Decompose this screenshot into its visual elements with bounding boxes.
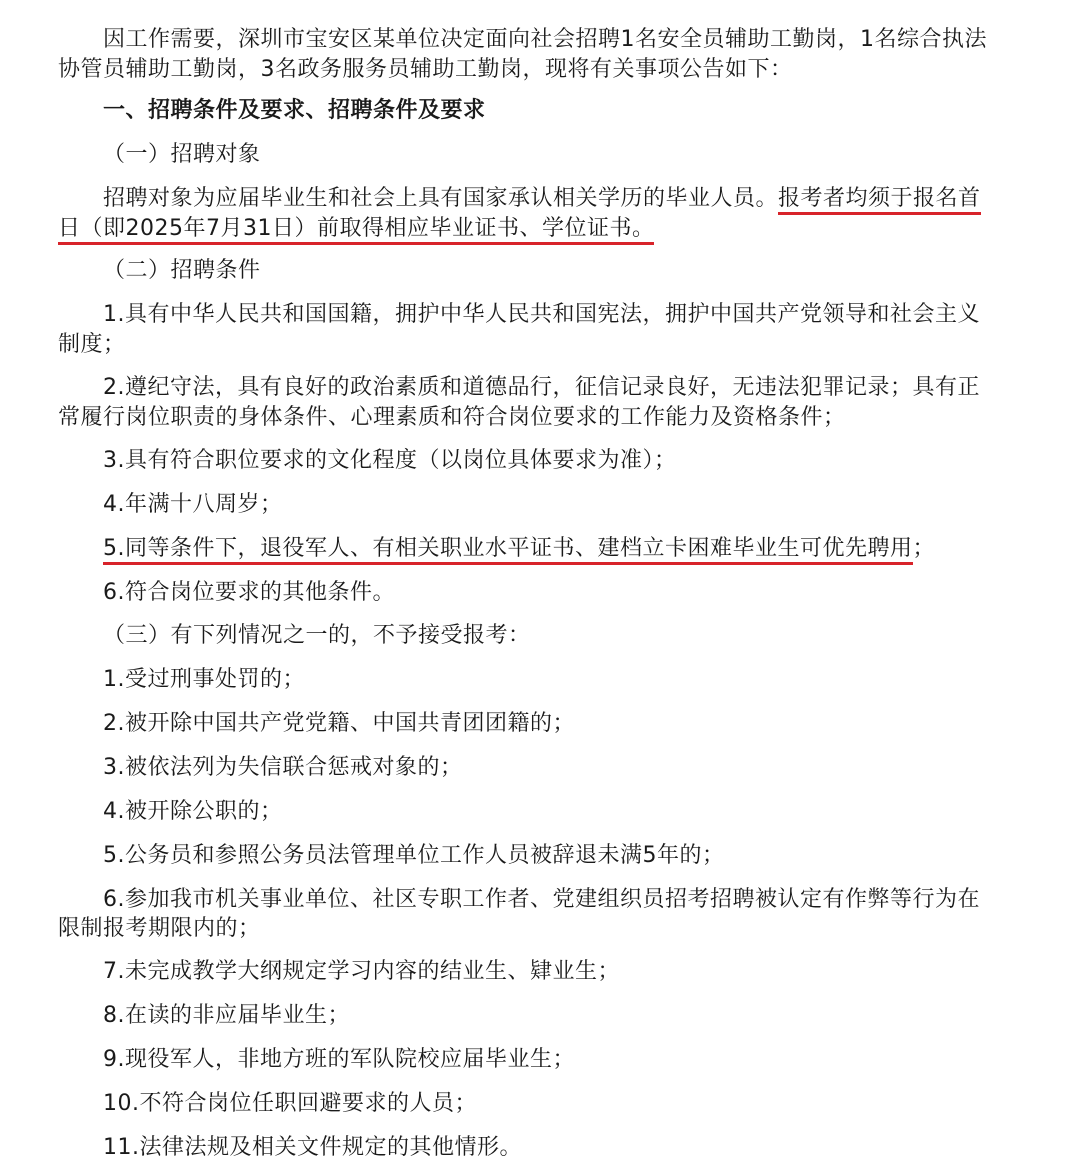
- condition-3: 3.具有符合职位要求的文化程度（以岗位具体要求为准）；: [103, 448, 677, 473]
- targets-text: 招聘对象为应届毕业生和社会上具有国家承认相关学历的毕业人员。: [103, 186, 779, 211]
- exclusion-1: 1.受过刑事处罚的；: [103, 667, 305, 692]
- exclusion-11: 11.法律法规及相关文件规定的其他情形。: [103, 1135, 522, 1160]
- exclusion-2: 2.被开除中国共产党党籍、中国共青团团籍的；: [103, 711, 575, 736]
- highlighted-requirement-part2: 日（即2025年7月31日）前取得相应毕业证书、学位证书。: [58, 216, 654, 245]
- exclusion-6-line2: 限制报考期限内的；: [58, 916, 261, 941]
- exclusion-10: 10.不符合岗位任职回避要求的人员；: [103, 1091, 477, 1116]
- subsection-heading-exclusions: （三）有下列情况之一的，不予接受报考：: [103, 623, 531, 648]
- condition-1-line2: 制度；: [58, 332, 126, 357]
- intro-paragraph-line2: 协管员辅助工勤岗，3名政务服务员辅助工勤岗，现将有关事项公告如下：: [58, 57, 793, 82]
- exclusion-6-line1: 6.参加我市机关事业单位、社区专职工作者、党建组织员招考招聘被认定有作弊等行为在: [103, 887, 980, 912]
- section-heading: 一、招聘条件及要求、招聘条件及要求: [103, 98, 486, 123]
- subsection-heading-conditions: （二）招聘条件: [103, 258, 261, 283]
- exclusion-8: 8.在读的非应届毕业生；: [103, 1003, 350, 1028]
- condition-2-line2: 常履行岗位职责的身体条件、心理素质和符合岗位要求的工作能力及资格条件；: [58, 405, 846, 430]
- highlighted-priority-condition: 5.同等条件下，退役军人、有相关职业水平证书、建档立卡困难毕业生可优先聘用: [103, 536, 913, 565]
- highlighted-requirement-part1: 报考者均须于报名首: [778, 186, 981, 215]
- condition-6: 6.符合岗位要求的其他条件。: [103, 580, 395, 605]
- condition-4: 4.年满十八周岁；: [103, 492, 283, 517]
- subsection-heading-targets: （一）招聘对象: [103, 142, 261, 167]
- condition-1-line1: 1.具有中华人民共和国国籍，拥护中华人民共和国宪法，拥护中国共产党领导和社会主义: [103, 302, 980, 327]
- condition-5-tail: ；: [912, 536, 936, 561]
- exclusion-4: 4.被开除公职的；: [103, 799, 283, 824]
- exclusion-7: 7.未完成教学大纲规定学习内容的结业生、肄业生；: [103, 959, 620, 984]
- exclusion-9: 9.现役军人，非地方班的军队院校应届毕业生；: [103, 1047, 575, 1072]
- exclusion-5: 5.公务员和参照公务员法管理单位工作人员被辞退未满5年的；: [103, 843, 725, 868]
- targets-paragraph-line2: [58, 214, 654, 244]
- targets-paragraph-line1: [103, 184, 981, 214]
- condition-2-line1: 2.遵纪守法，具有良好的政治素质和道德品行，征信记录良好，无违法犯罪记录；具有正: [103, 375, 980, 400]
- exclusion-3: 3.被依法列为失信联合惩戒对象的；: [103, 755, 463, 780]
- condition-5: [103, 534, 935, 564]
- intro-paragraph-line1: 因工作需要，深圳市宝安区某单位决定面向社会招聘1名安全员辅助工勤岗，1名综合执法: [103, 27, 987, 52]
